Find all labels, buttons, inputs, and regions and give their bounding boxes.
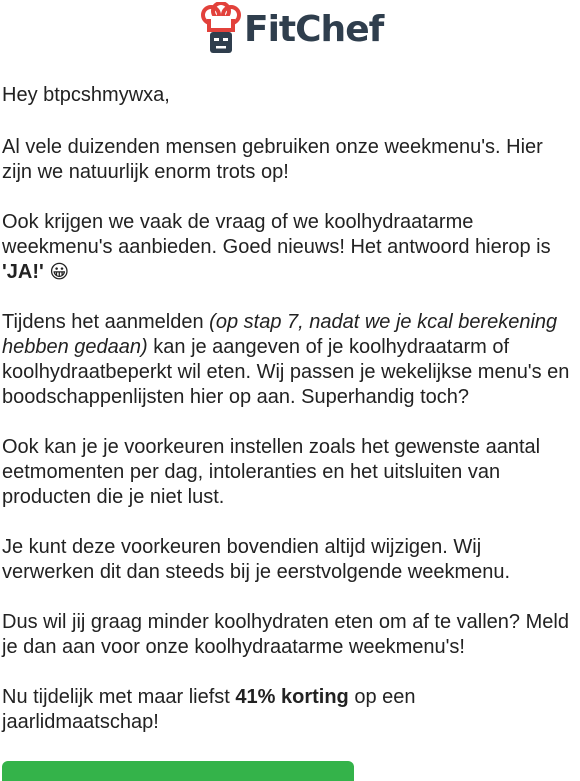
grinning-face-emoji-icon: 😀 xyxy=(49,261,70,283)
paragraph-signup xyxy=(2,310,576,410)
paragraph-signup-note: (op stap 7, nadat we je kcal berekening hebben gedaan) xyxy=(2,311,558,358)
chef-hat-icon xyxy=(200,2,242,56)
paragraph-intro: Al vele duizenden mensen gebruiken onze weekmenu's. Hier zijn we natuurlijk enorm trots op! xyxy=(2,136,543,183)
paragraph-signup-end: kan je aangeven of je koolhydraatarm of koolhydraatbeperkt wil eten. Wij passen je wekelijkse menu's en boodschappenlijsten hier op aan. Superhandig toch? xyxy=(2,336,570,408)
paragraph-discount-start: Nu tijdelijk met maar liefst xyxy=(2,686,236,708)
greeting: Hey btpcshmywxa, xyxy=(2,84,170,106)
paragraph-discount-end: op een jaarlidmaatschap! xyxy=(2,686,416,733)
paragraph-question xyxy=(2,210,576,285)
paragraph-preferences: Ook kan je je voorkeuren instellen zoals het gewenste aantal eetmomenten per dag, intoleranties en het uitsluiten van producten die je niet lust. xyxy=(2,436,541,508)
paragraph-signup-start: Tijdens het aanmelden xyxy=(2,311,210,333)
fitchef-logo[interactable] xyxy=(200,2,385,56)
paragraph-cta-text: Dus wil jij graag minder koolhydraten eten om af te vallen? Meld je dan aan voor onze koolhydraatarme weekmenu's! xyxy=(2,611,569,658)
answer-yes: 'JA!' xyxy=(2,261,44,283)
brand-name: FitChef xyxy=(244,8,384,50)
paragraph-change: Je kunt deze voorkeuren bovendien altijd wijzigen. Wij verwerken dit dan steeds bij je eerstvolgende weekmenu. xyxy=(2,536,511,583)
signup-button[interactable] xyxy=(2,761,354,781)
email-header xyxy=(0,0,580,64)
paragraph-discount xyxy=(2,685,576,735)
email-body xyxy=(0,64,580,735)
discount-amount: 41% korting xyxy=(235,686,349,708)
paragraph-question-text: Ook krijgen we vaak de vraag of we koolhydraatarme weekmenu's aanbieden. Goed nieuws! Het antwoord hierop is xyxy=(2,211,551,258)
